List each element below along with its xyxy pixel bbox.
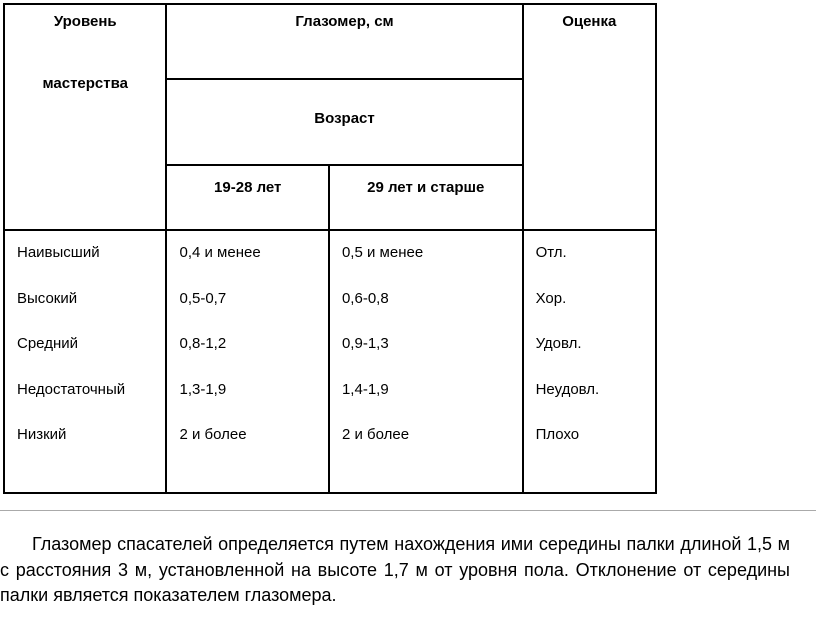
header-level-line2: мастерства [42, 75, 128, 92]
header-age [166, 79, 522, 165]
column-age-group-2 [329, 230, 523, 493]
value-cell: 1,4-1,9 [341, 380, 389, 398]
level-cell: Наивысший [17, 244, 100, 261]
column-age-group-1 [166, 230, 328, 493]
level-cell: Высокий [17, 289, 78, 307]
level-cell: Низкий [17, 426, 67, 443]
divider [0, 510, 816, 511]
header-age-group-1-label: 19-28 лет [214, 179, 282, 196]
grade-cell: Хор. [535, 289, 567, 307]
level-cell: Средний [17, 335, 78, 352]
value-cell: 2 и более [179, 426, 247, 443]
grade-cell: Удовл. [535, 335, 582, 352]
value-cell: 1,3-1,9 [179, 380, 227, 398]
description-paragraph: Глазомер спасателей определяется путем нахождения ими середины палки длиной 1,5 м с расстояния 3 м, установленной на высоте 1,7 м от уровня пола. Отклонение от середины палки является показателем глазомера. [0, 534, 790, 605]
value-cell: 0,6-0,8 [341, 289, 389, 307]
glazomer-table [3, 3, 657, 494]
header-grade: Оценка [523, 4, 656, 230]
header-level [4, 4, 166, 230]
level-cell: Недостаточный [17, 380, 126, 398]
grade-cell: Неудовл. [535, 380, 600, 398]
grade-cell: Плохо [535, 426, 580, 443]
grade-cell: Отл. [535, 244, 567, 261]
value-cell: 0,5-0,7 [179, 289, 227, 307]
value-cell: 2 и более [341, 426, 410, 443]
column-level [4, 230, 166, 493]
header-age-group-1 [166, 165, 328, 230]
column-grade [523, 230, 656, 493]
value-cell: 0,4 и менее [179, 244, 261, 261]
value-cell: 0,9-1,3 [341, 335, 389, 352]
header-level-line1: Уровень [53, 13, 117, 30]
header-age-group-2 [329, 165, 523, 230]
value-cell: 0,8-1,2 [179, 335, 227, 352]
value-cell: 0,5 и менее [341, 244, 424, 261]
header-age-label: Возраст [314, 109, 375, 127]
header-age-group-2-label: 29 лет и старше [367, 179, 485, 196]
header-glazomer: Глазомер, см [166, 4, 522, 79]
